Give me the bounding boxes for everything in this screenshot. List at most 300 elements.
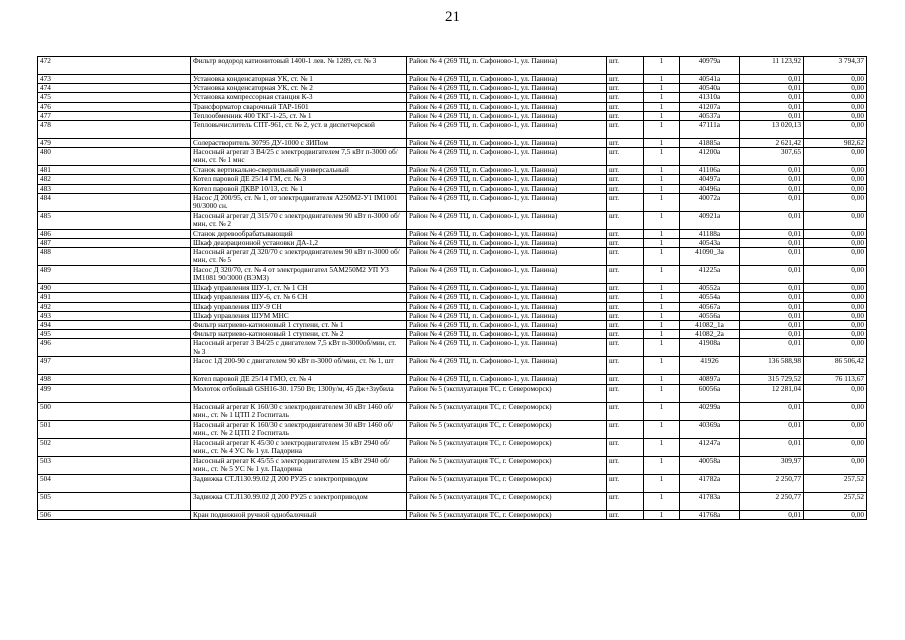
- row-number: 503: [38, 456, 191, 474]
- row-number: 487: [38, 239, 191, 248]
- inventory-code: 40369а: [680, 420, 740, 438]
- row-number: 494: [38, 321, 191, 330]
- row-number: 482: [38, 175, 191, 184]
- row-number: 506: [38, 510, 191, 519]
- inventory-code: 40556а: [680, 311, 740, 320]
- item-name: Насосный агрегат Д 320/70 с электродвигателем 90 кВт п-3000 об/мин, ст. № 5: [191, 248, 407, 266]
- item-name: Насосный агрегат Д 315/70 с электродвигателем 90 кВт п-3000 об/мин, ст. № 2: [191, 211, 407, 229]
- table-row: [38, 84, 867, 93]
- residual-value: 0,00: [804, 311, 867, 320]
- row-number: 492: [38, 302, 191, 311]
- residual-value: 0,00: [804, 166, 867, 175]
- table-row: [38, 211, 867, 229]
- item-location: Район № 4 (269 ТЦ, п. Сафоново-1, ул. Панина): [407, 111, 607, 120]
- row-number: 477: [38, 111, 191, 120]
- table-row: [38, 57, 867, 75]
- table-row: [38, 139, 867, 148]
- item-location: Район № 4 (269 ТЦ, п. Сафоново-1, ул. Панина): [407, 229, 607, 238]
- residual-value: 0,00: [804, 510, 867, 519]
- item-quantity: 1: [644, 438, 680, 456]
- row-number: 488: [38, 248, 191, 266]
- row-number: 476: [38, 102, 191, 111]
- book-value: 2 250,77: [740, 492, 804, 510]
- item-quantity: 1: [644, 266, 680, 284]
- item-quantity: 1: [644, 139, 680, 148]
- table-row: [38, 75, 867, 84]
- inventory-code: 41885а: [680, 139, 740, 148]
- row-number: 485: [38, 211, 191, 229]
- book-value: 2 250,77: [740, 474, 804, 492]
- item-quantity: 1: [644, 510, 680, 519]
- row-number: 483: [38, 184, 191, 193]
- item-name: Насосный агрегат 3 В4/25 с двигателем 7,5 кВт п-3000об/мин, ст. № 3: [191, 339, 407, 357]
- inventory-code: 41082_1а: [680, 321, 740, 330]
- table-row: [38, 248, 867, 266]
- item-location: Район № 4 (269 ТЦ, п. Сафоново-1, ул. Панина): [407, 293, 607, 302]
- item-name: Насосный агрегат К 45/30 с электродвигателем 15 кВт 2940 об/мин., ст. № 4 УС № 1 ул. Падорина: [191, 438, 407, 456]
- row-number: 479: [38, 139, 191, 148]
- item-location: Район № 4 (269 ТЦ, п. Сафоново-1, ул. Панина): [407, 102, 607, 111]
- residual-value: 76 113,67: [804, 375, 867, 384]
- book-value: 0,01: [740, 339, 804, 357]
- item-name: Насосный агрегат К 45/55 с электродвигателем 15 кВт 2940 об/мин., ст. № 5 УС № 1 ул. Падорина: [191, 456, 407, 474]
- item-quantity: 1: [644, 193, 680, 211]
- residual-value: 0,00: [804, 302, 867, 311]
- row-number: 495: [38, 330, 191, 339]
- residual-value: 0,00: [804, 330, 867, 339]
- row-number: 474: [38, 84, 191, 93]
- table-row: [38, 102, 867, 111]
- residual-value: 0,00: [804, 239, 867, 248]
- item-location: Район № 4 (269 ТЦ, п. Сафоново-1, ул. Панина): [407, 93, 607, 102]
- item-unit: шт.: [607, 75, 644, 84]
- row-number: 475: [38, 93, 191, 102]
- inventory-code: 41908а: [680, 339, 740, 357]
- table-row: [38, 184, 867, 193]
- item-quantity: 1: [644, 229, 680, 238]
- inventory-code: 41090_3а: [680, 248, 740, 266]
- item-name: Молоток отбойный GSH16-30. 1750 Вт, 1300у/м, 45 Дж+3зубила: [191, 384, 407, 402]
- table-row: [38, 510, 867, 519]
- item-location: Район № 5 (эксплуатация ТС, г. Североморск): [407, 492, 607, 510]
- inventory-code: 40540а: [680, 84, 740, 93]
- item-location: Район № 4 (269 ТЦ, п. Сафоново-1, ул. Панина): [407, 166, 607, 175]
- item-quantity: 1: [644, 75, 680, 84]
- inventory-rows: [38, 57, 867, 520]
- table-row: [38, 193, 867, 211]
- inventory-code: 41783а: [680, 492, 740, 510]
- book-value: 0,01: [740, 102, 804, 111]
- item-location: Район № 4 (269 ТЦ, п. Сафоново-1, ул. Панина): [407, 266, 607, 284]
- item-location: Район № 4 (269 ТЦ, п. Сафоново-1, ул. Панина): [407, 57, 607, 75]
- inventory-code: 41188а: [680, 229, 740, 238]
- item-location: Район № 4 (269 ТЦ, п. Сафоново-1, ул. Панина): [407, 302, 607, 311]
- item-quantity: 1: [644, 284, 680, 293]
- row-number: 473: [38, 75, 191, 84]
- item-name: Шкаф управления ШУ-6, ст. № 6 СН: [191, 293, 407, 302]
- item-quantity: 1: [644, 111, 680, 120]
- item-quantity: 1: [644, 311, 680, 320]
- book-value: 0,01: [740, 266, 804, 284]
- residual-value: 0,00: [804, 111, 867, 120]
- item-unit: шт.: [607, 139, 644, 148]
- table-row: [38, 229, 867, 238]
- item-location: Район № 4 (269 ТЦ, п. Сафоново-1, ул. Панина): [407, 284, 607, 293]
- item-quantity: 1: [644, 248, 680, 266]
- residual-value: 0,00: [804, 402, 867, 420]
- book-value: 0,01: [740, 293, 804, 302]
- item-quantity: 1: [644, 339, 680, 357]
- inventory-code: 41310а: [680, 93, 740, 102]
- book-value: 0,01: [740, 402, 804, 420]
- residual-value: 0,00: [804, 193, 867, 211]
- item-name: Установка конденсаторная УК, ст. № 2: [191, 84, 407, 93]
- item-name: Тепловычислитель СПТ-961, ст. № 2, уст. в диспетчерской: [191, 121, 407, 139]
- table-row: [38, 111, 867, 120]
- item-unit: шт.: [607, 166, 644, 175]
- item-quantity: 1: [644, 175, 680, 184]
- inventory-code: 40497а: [680, 175, 740, 184]
- item-location: Район № 4 (269 ТЦ, п. Сафоново-1, ул. Панина): [407, 121, 607, 139]
- book-value: 0,01: [740, 438, 804, 456]
- item-name: Насосный агрегат К 160/30 с электродвигателем 30 кВт 1460 об/мин., ст. № 1 ЦТП 2 Госпиталь: [191, 402, 407, 420]
- residual-value: 982,62: [804, 139, 867, 148]
- residual-value: 0,00: [804, 384, 867, 402]
- book-value: 0,01: [740, 284, 804, 293]
- item-quantity: 1: [644, 321, 680, 330]
- book-value: 0,01: [740, 239, 804, 248]
- inventory-code: 40552а: [680, 284, 740, 293]
- item-location: Район № 5 (эксплуатация ТС, г. Североморск): [407, 474, 607, 492]
- table-row: [38, 302, 867, 311]
- item-name: Фильтр водород катионитовый 1400-1 лев. № 1289, ст. № 3: [191, 57, 407, 75]
- table-row: [38, 456, 867, 474]
- item-quantity: 1: [644, 375, 680, 384]
- row-number: 489: [38, 266, 191, 284]
- row-number: 480: [38, 148, 191, 166]
- residual-value: 0,00: [804, 148, 867, 166]
- book-value: 0,01: [740, 420, 804, 438]
- table-row: [38, 293, 867, 302]
- page-number: 21: [445, 9, 460, 25]
- item-location: Район № 5 (эксплуатация ТС, г. Североморск): [407, 420, 607, 438]
- residual-value: 0,00: [804, 293, 867, 302]
- row-number: 501: [38, 420, 191, 438]
- table-row: [38, 175, 867, 184]
- item-unit: шт.: [607, 57, 644, 75]
- row-number: 502: [38, 438, 191, 456]
- residual-value: 0,00: [804, 93, 867, 102]
- item-location: Район № 4 (269 ТЦ, п. Сафоново-1, ул. Панина): [407, 211, 607, 229]
- item-unit: шт.: [607, 93, 644, 102]
- inventory-code: 60056а: [680, 384, 740, 402]
- inventory-code: 40554а: [680, 293, 740, 302]
- row-number: 493: [38, 311, 191, 320]
- table-row: [38, 148, 867, 166]
- item-location: Район № 5 (эксплуатация ТС, г. Североморск): [407, 510, 607, 519]
- inventory-code: 40537а: [680, 111, 740, 120]
- item-unit: шт.: [607, 302, 644, 311]
- residual-value: 0,00: [804, 420, 867, 438]
- item-unit: шт.: [607, 438, 644, 456]
- table-row: [38, 239, 867, 248]
- item-location: Район № 4 (269 ТЦ, п. Сафоново-1, ул. Панина): [407, 84, 607, 93]
- table-row: [38, 438, 867, 456]
- item-quantity: 1: [644, 384, 680, 402]
- item-unit: шт.: [607, 193, 644, 211]
- residual-value: 257,52: [804, 474, 867, 492]
- row-number: 505: [38, 492, 191, 510]
- book-value: 13 020,13: [740, 121, 804, 139]
- item-name: Насос Д 200/95, ст. № 1, от электродвигателя А250М2-У1 IM1001 90/3000 сн.: [191, 193, 407, 211]
- book-value: 12 281,04: [740, 384, 804, 402]
- row-number: 498: [38, 375, 191, 384]
- book-value: 0,01: [740, 211, 804, 229]
- inventory-table: [37, 56, 867, 520]
- row-number: 472: [38, 57, 191, 75]
- item-quantity: 1: [644, 166, 680, 175]
- table-row: [38, 474, 867, 492]
- book-value: 0,01: [740, 311, 804, 320]
- residual-value: 0,00: [804, 184, 867, 193]
- item-name: Насос 1Д 200-90 с двигателем 90 кВт п-3000 об/мин, ст. № 1, шт: [191, 357, 407, 375]
- table-row: [38, 166, 867, 175]
- book-value: 315 729,52: [740, 375, 804, 384]
- item-unit: шт.: [607, 184, 644, 193]
- book-value: 0,01: [740, 229, 804, 238]
- row-number: 491: [38, 293, 191, 302]
- book-value: 0,01: [740, 330, 804, 339]
- item-name: Шкаф деаэрационной установки ДА-1,2: [191, 239, 407, 248]
- inventory-code: 40496а: [680, 184, 740, 193]
- residual-value: 0,00: [804, 211, 867, 229]
- item-name: Фильтр натриево-катионовый 1 ступени, ст. № 2: [191, 330, 407, 339]
- inventory-code: 40921а: [680, 211, 740, 229]
- residual-value: 0,00: [804, 248, 867, 266]
- book-value: 0,01: [740, 302, 804, 311]
- residual-value: 0,00: [804, 84, 867, 93]
- inventory-code: 40543а: [680, 239, 740, 248]
- inventory-code: 47111а: [680, 121, 740, 139]
- book-value: 309,97: [740, 456, 804, 474]
- book-value: 0,01: [740, 184, 804, 193]
- item-location: Район № 4 (269 ТЦ, п. Сафоново-1, ул. Панина): [407, 248, 607, 266]
- item-name: Станок деревообрабатывающий: [191, 229, 407, 238]
- residual-value: 86 506,42: [804, 357, 867, 375]
- table-row: [38, 121, 867, 139]
- item-unit: шт.: [607, 384, 644, 402]
- book-value: 0,01: [740, 248, 804, 266]
- item-unit: шт.: [607, 330, 644, 339]
- item-unit: шт.: [607, 510, 644, 519]
- row-number: 504: [38, 474, 191, 492]
- residual-value: 0,00: [804, 121, 867, 139]
- book-value: 11 123,92: [740, 57, 804, 75]
- inventory-code: 41768а: [680, 510, 740, 519]
- book-value: 136 588,98: [740, 357, 804, 375]
- item-quantity: 1: [644, 293, 680, 302]
- book-value: 0,01: [740, 175, 804, 184]
- item-unit: шт.: [607, 293, 644, 302]
- item-name: Насосный агрегат 3 В4/25 с электродвигателем 7,5 кВт п-3000 об/мин, ст. № 1 мнс: [191, 148, 407, 166]
- table-row: [38, 330, 867, 339]
- residual-value: 0,00: [804, 321, 867, 330]
- item-name: Теплообменник 400 ТКГ-1-25, ст. № 1: [191, 111, 407, 120]
- residual-value: 0,00: [804, 456, 867, 474]
- item-quantity: 1: [644, 492, 680, 510]
- row-number: 497: [38, 357, 191, 375]
- item-location: Район № 4 (269 ТЦ, п. Сафоново-1, ул. Панина): [407, 321, 607, 330]
- row-number: 478: [38, 121, 191, 139]
- table-row: [38, 402, 867, 420]
- item-unit: шт.: [607, 402, 644, 420]
- item-unit: шт.: [607, 311, 644, 320]
- row-number: 484: [38, 193, 191, 211]
- book-value: 0,01: [740, 510, 804, 519]
- inventory-code: 40541а: [680, 75, 740, 84]
- item-quantity: 1: [644, 93, 680, 102]
- table-row: [38, 266, 867, 284]
- row-number: 481: [38, 166, 191, 175]
- residual-value: 0,00: [804, 284, 867, 293]
- item-quantity: 1: [644, 474, 680, 492]
- residual-value: 0,00: [804, 75, 867, 84]
- item-location: Район № 4 (269 ТЦ, п. Сафоново-1, ул. Панина): [407, 375, 607, 384]
- table-row: [38, 284, 867, 293]
- residual-value: 3 794,37: [804, 57, 867, 75]
- book-value: 0,01: [740, 111, 804, 120]
- inventory-code: 41225а: [680, 266, 740, 284]
- book-value: 0,01: [740, 75, 804, 84]
- item-quantity: 1: [644, 456, 680, 474]
- item-unit: шт.: [607, 239, 644, 248]
- item-unit: шт.: [607, 474, 644, 492]
- item-name: Шкаф управления ШУ-1, ст. № 1 СН: [191, 284, 407, 293]
- item-name: Задвижка СТ.Л130.99.02 Д 200 РУ25 с электроприводом: [191, 492, 407, 510]
- item-name: Трансформатор сварочный ТАР-1601: [191, 102, 407, 111]
- table-row: [38, 93, 867, 102]
- row-number: 500: [38, 402, 191, 420]
- item-location: Район № 4 (269 ТЦ, п. Сафоново-1, ул. Панина): [407, 239, 607, 248]
- item-location: Район № 5 (эксплуатация ТС, г. Североморск): [407, 456, 607, 474]
- item-name: Солерастворитель 30795 ДУ-1000 с ЗИПом: [191, 139, 407, 148]
- item-name: Котел паровой ДКВР 10/13, ст. № 1: [191, 184, 407, 193]
- item-name: Установка компрессорная станция К-3: [191, 93, 407, 102]
- item-unit: шт.: [607, 229, 644, 238]
- book-value: 0,01: [740, 166, 804, 175]
- table-row: [38, 311, 867, 320]
- item-quantity: 1: [644, 402, 680, 420]
- item-quantity: 1: [644, 239, 680, 248]
- inventory-code: 41782а: [680, 474, 740, 492]
- item-name: Задвижка СТ.Л130.99.02 Д 200 РУ25 с электроприводом: [191, 474, 407, 492]
- item-location: Район № 4 (269 ТЦ, п. Сафоново-1, ул. Панина): [407, 184, 607, 193]
- item-unit: шт.: [607, 357, 644, 375]
- item-quantity: 1: [644, 330, 680, 339]
- inventory-code: 41106а: [680, 166, 740, 175]
- item-quantity: 1: [644, 121, 680, 139]
- item-unit: шт.: [607, 248, 644, 266]
- inventory-code: 40897а: [680, 375, 740, 384]
- row-number: 496: [38, 339, 191, 357]
- inventory-code: 41082_2а: [680, 330, 740, 339]
- item-location: Район № 4 (269 ТЦ, п. Сафоново-1, ул. Панина): [407, 357, 607, 375]
- residual-value: 0,00: [804, 102, 867, 111]
- table-row: [38, 375, 867, 384]
- book-value: 0,01: [740, 84, 804, 93]
- item-unit: шт.: [607, 111, 644, 120]
- item-name: Котел паровой ДЕ 25/14 ГМО, ст. № 4: [191, 375, 407, 384]
- item-location: Район № 4 (269 ТЦ, п. Сафоново-1, ул. Панина): [407, 330, 607, 339]
- item-unit: шт.: [607, 84, 644, 93]
- item-location: Район № 5 (эксплуатация ТС, г. Североморск): [407, 402, 607, 420]
- table-row: [38, 357, 867, 375]
- item-unit: шт.: [607, 492, 644, 510]
- book-value: 0,01: [740, 193, 804, 211]
- item-unit: шт.: [607, 121, 644, 139]
- item-quantity: 1: [644, 148, 680, 166]
- inventory-code: 40058а: [680, 456, 740, 474]
- inventory-code: 40567а: [680, 302, 740, 311]
- item-name: Кран подвижной ручной однобалочный: [191, 510, 407, 519]
- item-name: Фильтр натриево-катионовый 1 ступени, ст. № 1: [191, 321, 407, 330]
- inventory-code: 40979а: [680, 57, 740, 75]
- item-name: Шкаф управления ШУ-9 СН: [191, 302, 407, 311]
- residual-value: 0,00: [804, 229, 867, 238]
- inventory-code: 40072а: [680, 193, 740, 211]
- item-unit: шт.: [607, 420, 644, 438]
- item-quantity: 1: [644, 184, 680, 193]
- table-row: [38, 339, 867, 357]
- residual-value: 0,00: [804, 266, 867, 284]
- item-quantity: 1: [644, 302, 680, 311]
- item-unit: шт.: [607, 175, 644, 184]
- row-number: 486: [38, 229, 191, 238]
- item-location: Район № 5 (эксплуатация ТС, г. Североморск): [407, 438, 607, 456]
- book-value: 0,01: [740, 321, 804, 330]
- item-location: Район № 4 (269 ТЦ, п. Сафоново-1, ул. Панина): [407, 175, 607, 184]
- residual-value: 0,00: [804, 438, 867, 456]
- item-unit: шт.: [607, 284, 644, 293]
- book-value: 0,01: [740, 93, 804, 102]
- residual-value: 257,52: [804, 492, 867, 510]
- item-unit: шт.: [607, 339, 644, 357]
- item-location: Район № 4 (269 ТЦ, п. Сафоново-1, ул. Панина): [407, 139, 607, 148]
- table-row: [38, 420, 867, 438]
- residual-value: 0,00: [804, 175, 867, 184]
- item-quantity: 1: [644, 57, 680, 75]
- item-location: Район № 4 (269 ТЦ, п. Сафоново-1, ул. Панина): [407, 311, 607, 320]
- item-location: Район № 4 (269 ТЦ, п. Сафоново-1, ул. Панина): [407, 193, 607, 211]
- book-value: 2 621,42: [740, 139, 804, 148]
- table-row: [38, 492, 867, 510]
- item-quantity: 1: [644, 84, 680, 93]
- item-location: Район № 4 (269 ТЦ, п. Сафоново-1, ул. Панина): [407, 339, 607, 357]
- item-location: Район № 5 (эксплуатация ТС, г. Североморск): [407, 384, 607, 402]
- item-location: Район № 4 (269 ТЦ, п. Сафоново-1, ул. Панина): [407, 75, 607, 84]
- item-name: Установка конденсаторная УК, ст. № 1: [191, 75, 407, 84]
- item-unit: шт.: [607, 456, 644, 474]
- item-unit: шт.: [607, 148, 644, 166]
- item-quantity: 1: [644, 357, 680, 375]
- item-unit: шт.: [607, 211, 644, 229]
- inventory-code: 41926: [680, 357, 740, 375]
- inventory-code: 41200а: [680, 148, 740, 166]
- inventory-code: 41207а: [680, 102, 740, 111]
- item-name: Насос Д 320/70, ст. № 4 от электродвигател 5АМ250М2 УП У3 IM1081 90/3000 (ВЭМЗ): [191, 266, 407, 284]
- inventory-code: 41247а: [680, 438, 740, 456]
- row-number: 499: [38, 384, 191, 402]
